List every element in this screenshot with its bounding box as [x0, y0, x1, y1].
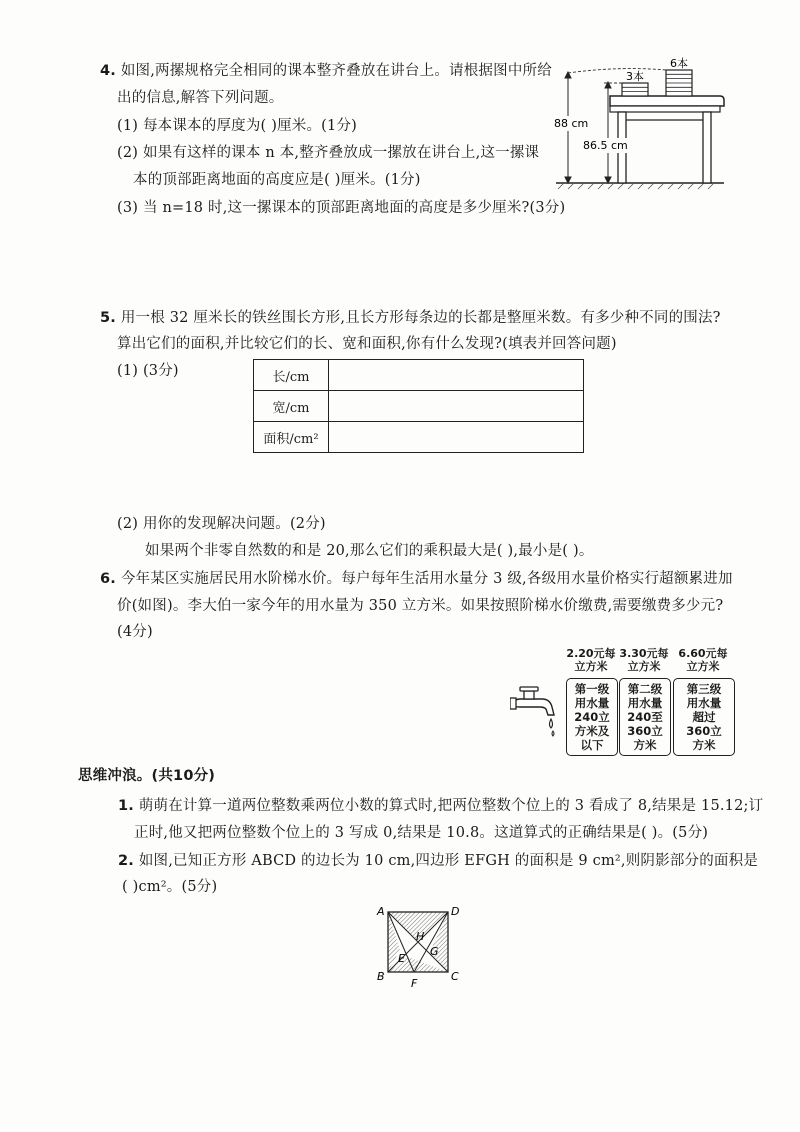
q4-line-2: 出的信息,解答下列问题。	[117, 90, 284, 106]
price-2-line-2: 立方米	[627, 660, 661, 673]
square-figure	[370, 902, 470, 992]
tier-3-line-5: 方米	[692, 738, 716, 752]
price-tier-3	[673, 647, 733, 673]
price-tier-1	[565, 647, 617, 673]
cell-area[interactable]	[329, 422, 584, 453]
label-b: B	[377, 970, 385, 983]
desk-apron	[610, 106, 720, 112]
label-c: C	[451, 970, 459, 983]
label-6-books: 6本	[670, 57, 688, 70]
q6-number: 6.	[100, 571, 116, 587]
s-q1-line-1	[118, 796, 763, 816]
faucet-icon	[510, 685, 566, 737]
q5-part2-question: 如果两个非零自然数的和是 20,那么它们的乘积最大是( ),最小是( )。	[145, 543, 594, 559]
q5-line-2: 算出它们的面积,并比较它们的长、宽和面积,你有什么发现?(填表并回答问题)	[117, 336, 617, 352]
s-q1-number: 1.	[118, 798, 134, 814]
tier-3-line-4: 360立	[686, 724, 722, 738]
s-q2-line-2: ( )cm²。(5分)	[122, 879, 218, 895]
q6-line-3: (4分)	[117, 624, 153, 640]
s-q2-number: 2.	[118, 853, 134, 869]
price-3-line-2: 立方米	[686, 660, 720, 673]
desk-books-figure	[548, 56, 728, 190]
header-length: 长/cm	[254, 360, 329, 391]
q5-text-1: 用一根 32 厘米长的铁丝围长方形,且长方形每条边的长都是整厘米数。有多少种不同的围法?	[120, 310, 721, 326]
header-width: 宽/cm	[254, 391, 329, 422]
tier-box-1	[566, 678, 618, 756]
book-stack-6	[666, 70, 692, 96]
label-d: D	[451, 905, 460, 918]
label-a: A	[377, 905, 385, 918]
tier-1-line-1: 第一级	[574, 682, 610, 696]
label-f: F	[411, 977, 418, 990]
tier-1-line-5: 以下	[580, 738, 604, 752]
q5-part2-label: (2) 用你的发现解决问题。(2分)	[117, 516, 326, 532]
q5-answer-table	[253, 359, 584, 453]
cell-length[interactable]	[329, 360, 584, 391]
tier-1-line-2: 用水量	[574, 696, 610, 710]
cell-width[interactable]	[329, 391, 584, 422]
tier-3-line-2: 用水量	[686, 696, 722, 710]
s-q2-text-1: 如图,已知正方形 ABCD 的边长为 10 cm,四边形 EFGH 的面积是 9 cm²,则阴影部分的面积是	[138, 853, 759, 869]
tier-2-line-1: 第二级	[627, 682, 663, 696]
ground-hatch	[558, 183, 714, 189]
q4-line-3: (1) 每本课本的厚度为( )厘米。(1分)	[117, 118, 358, 134]
price-1-line-1: 2.20元每	[566, 647, 616, 660]
label-865: 86.5 cm	[583, 139, 628, 152]
table-row	[254, 391, 584, 422]
q6-text-1: 今年某区实施居民用水阶梯水价。每户每年生活用水量分 3 级,各级用水量价格实行超额累进加	[120, 571, 733, 587]
price-2-line-1: 3.30元每	[619, 647, 669, 660]
s-q1-text-1: 萌萌在计算一道两位整数乘两位小数的算式时,把两位整数个位上的 3 看成了 8,结果是 15.12;订	[138, 798, 764, 814]
price-1-line-2: 立方米	[574, 660, 608, 673]
desk-leg-right	[703, 112, 711, 183]
tier-3-line-3: 超过	[692, 710, 716, 724]
s-q2-line-1	[118, 851, 758, 871]
tier-box-2	[619, 678, 671, 756]
section-title: 思维冲浪。(共10分)	[78, 768, 216, 784]
tier-box-3	[673, 678, 735, 756]
book-stack-3	[622, 83, 648, 96]
tier-2-line-2: 用水量	[627, 696, 663, 710]
q5-part1-label: (1) (3分)	[117, 363, 179, 379]
label-e: E	[398, 952, 405, 965]
guide-88	[568, 69, 666, 73]
price-tier-2	[618, 647, 670, 673]
tier-3-line-1: 第三级	[686, 682, 722, 696]
q5-line-1	[100, 308, 721, 328]
q4-line-6: (3) 当 n=18 时,这一摞课本的顶部距离地面的高度是多少厘米?(3分)	[117, 200, 566, 216]
table-row	[254, 422, 584, 453]
table-row	[254, 360, 584, 391]
q4-text-1: 如图,两摞规格完全相同的课本整齐叠放在讲台上。请根据图中所给	[120, 63, 552, 79]
label-88: 88 cm	[554, 117, 589, 130]
label-3-books: 3本	[626, 70, 644, 83]
tier-2-line-3: 240至	[627, 710, 663, 724]
q6-line-2: 价(如图)。李大伯一家今年的用水量为 350 立方米。如果按照阶梯水价缴费,需要缴费多少元?	[117, 598, 724, 614]
s-q1-line-2: 正时,他又把两位整数个位上的 3 写成 0,结果是 10.8。这道算式的正确结果是( )。(5分)	[134, 825, 709, 841]
tier-2-line-5: 方米	[633, 738, 657, 752]
q4-line-5: 本的顶部距离地面的高度应是( )厘米。(1分)	[133, 172, 421, 188]
q5-number: 5.	[100, 310, 116, 326]
tier-1-line-4: 方米及	[574, 724, 610, 738]
header-area: 面积/cm²	[254, 422, 329, 453]
label-g: G	[430, 945, 439, 958]
q6-line-1	[100, 569, 733, 589]
price-3-line-1: 6.60元每	[678, 647, 728, 660]
desk-top	[610, 96, 724, 106]
q4-line-1	[100, 61, 552, 81]
q4-number: 4.	[100, 63, 116, 79]
label-h: H	[416, 930, 425, 943]
tier-1-line-3: 240立	[574, 710, 610, 724]
q4-line-4: (2) 如果有这样的课本 n 本,整齐叠放成一摞放在讲台上,这一摞课	[117, 145, 540, 161]
tier-2-line-4: 360立	[627, 724, 663, 738]
